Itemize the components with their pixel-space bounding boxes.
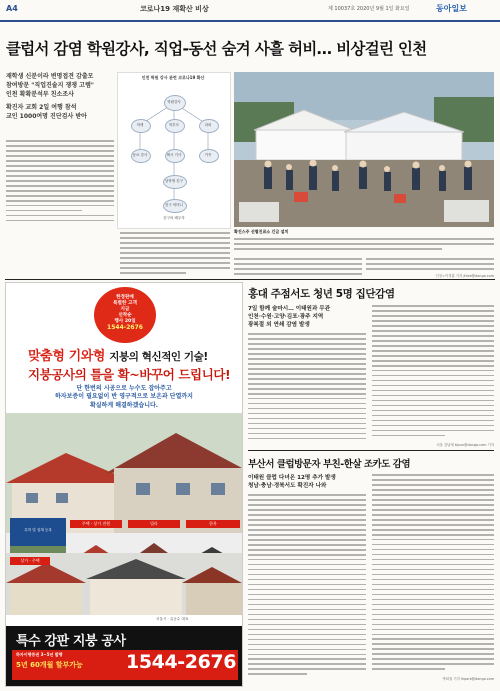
subhead-2: 참여방문 "직업진술지 쟁쟁 고템" (6, 82, 94, 89)
story1-byline: 서울 강남세 bjsun@donga.com 기자 (436, 443, 494, 447)
node-1-label: 학생 (136, 123, 144, 127)
testing-site-photo (234, 72, 494, 227)
story2-sub-2: 청남·충남·경북서도 확진자 나와 (248, 483, 327, 489)
ad-title-2: 지붕공사의 틀을 확~바꾸어 드립니다! (28, 367, 231, 382)
promo-line-2: 특별한 고객 (113, 301, 137, 306)
promo-line-3: 지금 (120, 307, 130, 312)
promo-line-4: 선착순 (118, 313, 132, 318)
label-hanok: 한옥 (186, 520, 240, 528)
article-body-mid-2 (234, 258, 362, 278)
story2-subheads (248, 474, 366, 490)
story1-sub-3: 광복절 외 연쇄 감염 발생 (248, 322, 310, 328)
news-photo (234, 72, 494, 227)
article-body-mid-3 (366, 258, 494, 273)
story1-sub-1: 7일 함께 술마시… 이태원과 무관 (248, 306, 331, 312)
ad-sub-1: 단 한번의 시공으로 누수도 잡아주고 (76, 385, 172, 392)
promo-line-5: 행사 20일 (114, 319, 136, 324)
node-6-label: 가족 (204, 153, 212, 157)
node-4-label: 동료 강사 (132, 153, 148, 157)
subhead-1: 재학생 신분이라 변명접견 감출모 (6, 73, 94, 80)
ad-title-1a: 맞춤형 기와형 (28, 349, 106, 364)
story2-byline: 박희철 기자 lhpark@donga.com (442, 677, 494, 681)
ad-title-1b: 지붕의 혁신적인 기술! (109, 351, 208, 363)
story1-title: 홍대 주점서도 청년 5명 집단감염 (248, 288, 395, 300)
node-7-label: 남학생 친구 (164, 179, 184, 183)
section-title: 코로나19 재확산 비상 (140, 5, 209, 13)
article-body-left (6, 140, 114, 225)
story1-body-2 (372, 305, 494, 440)
ad-contact-label: 서울시 · 유공수 대표 (156, 617, 189, 621)
subhead-5: 교인 1000여명 진단검사 받아 (6, 113, 87, 120)
promo-phone: 1544-2676 (107, 324, 143, 331)
node-9-label: 친구의 배우자 (163, 216, 185, 220)
ad-promo: 5년 60개월 할부가능 (16, 661, 83, 669)
subhead-block (6, 72, 114, 121)
subhead-4: 확진자 교회 2일 여행 참석 (6, 104, 77, 111)
ad-bottom-bar (6, 626, 242, 686)
node-8-label: 친구 어머니 (164, 203, 184, 207)
story1-sub-2: 인천·수원·고양·김포·광주 지역 (248, 314, 324, 320)
ad-sub-3: 확실하게 해결하겠습니다. (89, 401, 159, 409)
brand-logo: 동아일보 (436, 4, 467, 13)
story2-sub-1: 이태원 클럽 다녀온 12명 추가 발생 (248, 475, 336, 481)
story1-subheads (248, 305, 366, 329)
issue-date: 제 10037호 2020년 9월 1일 화요일 (328, 6, 410, 12)
ad-tagline: 하자이행증권 3~5년 발행 (16, 652, 63, 657)
subhead-3: 인천 확확분석부 친소조사 (6, 91, 74, 98)
node-center-label: 학원강사 (167, 100, 181, 104)
node-3-label: 과외 (204, 123, 212, 127)
story2-body-2 (372, 474, 494, 673)
page-label: A4 (6, 4, 18, 13)
promo-bubble (94, 287, 156, 343)
photo-caption: 확진스주 선별진료소 긴급 설치 (234, 229, 289, 234)
story-divider (248, 450, 494, 451)
byline-main: 인천=이정훈 기자 jhlee@donga.com (435, 274, 494, 278)
node-5-label: 택시 기사 (166, 153, 182, 157)
article-body-mid-1 (120, 232, 230, 277)
photo-caption-area (234, 229, 494, 235)
promo-line-1: 한정판매 (116, 295, 134, 300)
label-villa: 빌라 (128, 520, 180, 528)
story2-body-1 (248, 494, 366, 678)
diagram-title: 인천 학원 강사 관련 코로나19 확산 (141, 75, 205, 80)
ad-sub-2: 하자보증이 필요없이 반 영구적으로 보온과 단열까지 (55, 393, 193, 401)
ad-company: 특수 강판 지붕 공사 (16, 634, 126, 649)
story2-title: 부산서 클럽방문자 부친-한살 조카도 감염 (248, 459, 411, 470)
label-shop: 상가 · 주택 (10, 557, 50, 565)
advertisement (5, 282, 243, 687)
page-header (0, 0, 500, 22)
label-house: 주택 · 상가 전원 (70, 520, 122, 528)
main-headline: 클럽서 감염 학원강사, 직업-동선 숨겨 사흘 허비… 비상걸린 인천 (6, 40, 427, 58)
patent-badge: 특허 및 설계 등록 (10, 518, 66, 546)
ad-phone-number[interactable]: 1544-2676 (126, 651, 237, 673)
caption-lines (234, 238, 494, 253)
section-divider (5, 279, 495, 280)
infection-diagram (117, 72, 231, 229)
story1-body-1 (248, 333, 366, 443)
node-2-label: 학부모 (168, 123, 180, 127)
